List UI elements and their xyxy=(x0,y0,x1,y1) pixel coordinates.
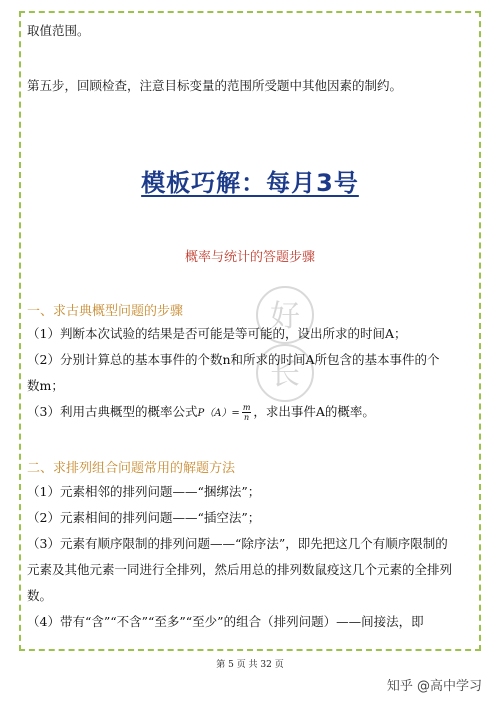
fraction xyxy=(242,403,252,422)
page-title: 模板巧解：每月3号 xyxy=(141,169,359,197)
text-segment: （3）利用古典概型的概率公式 xyxy=(27,404,198,419)
text-line: （2）分别计算总的基本事件的个数n和所求的时间A所包含的基本事件的个 xyxy=(27,352,440,367)
fraction-numerator: m xyxy=(242,403,251,412)
watermark-text-bottom: 长 xyxy=(270,357,300,392)
text-segment: ，求出事件A的概率。 xyxy=(253,404,375,419)
text-line: （2）元素相间的排列问题——“插空法”； xyxy=(27,510,261,525)
text-line: 取值范围。 xyxy=(27,23,90,38)
text-line: 元素及其他元素一同进行全排列，然后用总的排列数鼠疫这几个元素的全排列 xyxy=(27,562,453,577)
page-footer: 第 5 页 共 32 页 xyxy=(216,660,284,670)
text-line: 第五步，回顾检查，注意目标变量的范围所受题中其他因素的制约。 xyxy=(27,78,403,93)
text-line: （4）带有“含”“不含”“至多”“至少”的组合（排列问题）——间接法，即 xyxy=(27,614,424,629)
section-heading: 一、求古典概型问题的步骤 xyxy=(27,304,184,319)
formula-line xyxy=(27,403,475,423)
text-line: （3）元素有顺序限制的排列问题——“除序法”，即先把这几个有顺序限制的 xyxy=(27,536,448,551)
text-line: 数。 xyxy=(27,588,53,603)
section-heading: 二、求排列组合问题常用的解题方法 xyxy=(27,461,236,476)
watermark-text-top: 好 xyxy=(270,299,300,334)
formula-lhs: P（A）= xyxy=(197,408,240,419)
text-line: 数m； xyxy=(27,378,64,393)
page-subtitle: 概率与统计的答题步骤 xyxy=(184,250,315,265)
text-line: （1）判断本次试验的结果是否可能是等可能的，设出所求的时间A； xyxy=(27,326,407,341)
fraction-denominator: n xyxy=(244,413,250,422)
zhihu-watermark: 知乎 @高中学习 xyxy=(386,679,482,694)
text-line: （1）元素相邻的排列问题——“捆绑法”； xyxy=(27,484,261,499)
